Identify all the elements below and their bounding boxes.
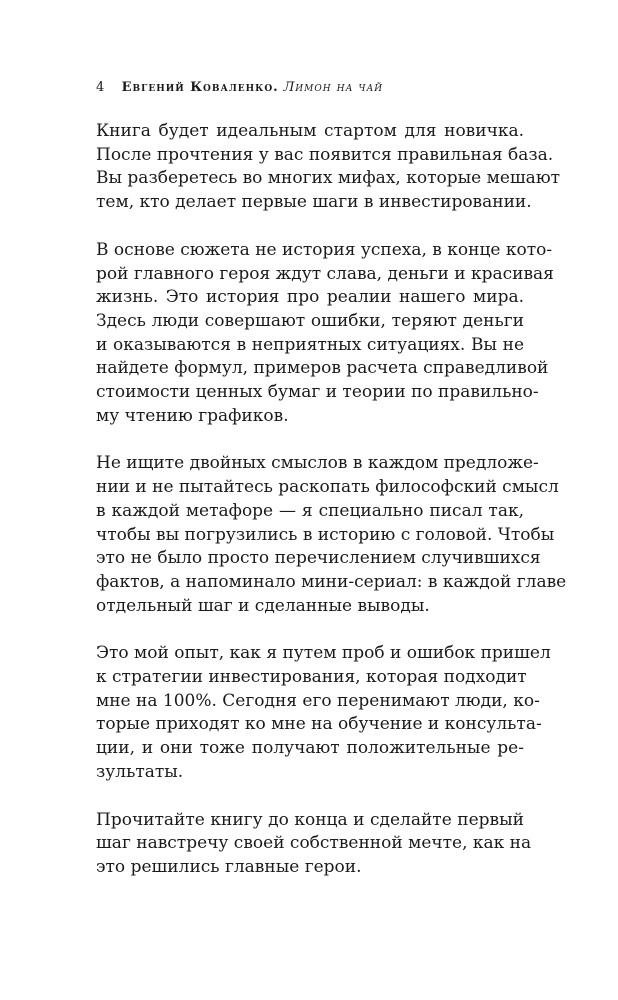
paragraph bbox=[96, 809, 532, 880]
text-line: отдельный шаг и сделанные выводы. bbox=[96, 595, 430, 616]
text-line: в каждой метафоре — я специально писал так, bbox=[96, 500, 524, 521]
header-book-title: Лимон на чай bbox=[283, 80, 384, 95]
text-line: и оказываются в неприятных ситуациях. Вы не bbox=[96, 334, 524, 355]
text-line: ции, и они тоже получают положительные ре- bbox=[96, 738, 524, 759]
text-line: В основе сюжета не история успеха, в конце кото- bbox=[96, 239, 553, 260]
text-line: фактов, а напоминало мини-сериал: в каждой главе bbox=[96, 571, 567, 592]
page-body bbox=[96, 120, 567, 904]
page-number: 4 bbox=[96, 80, 105, 95]
text-line: торые приходят ко мне на обучение и консульта- bbox=[96, 714, 542, 735]
paragraph bbox=[96, 239, 554, 429]
text-line: к стратегии инвестирования, которая подходит bbox=[96, 667, 527, 688]
text-line: чтобы вы погрузились в историю с головой. Чтобы bbox=[96, 524, 555, 545]
text-line: После прочтения у вас появится правильная база. bbox=[96, 144, 554, 165]
text-line: Не ищите двойных смыслов в каждом предложе- bbox=[96, 453, 539, 474]
text-line: жизнь. Это история про реалии нашего мира. bbox=[96, 287, 524, 308]
header-author: Евгений Коваленко. bbox=[121, 80, 279, 95]
text-line: Вы разберетесь во многих мифах, которые мешают bbox=[96, 168, 561, 189]
text-line: Книга будет идеальным стартом для новичка. bbox=[96, 121, 524, 141]
text-line: это решились главные герои. bbox=[96, 856, 362, 877]
running-header bbox=[96, 80, 383, 95]
paragraph bbox=[96, 452, 567, 618]
text-line: Прочитайте книгу до конца и сделайте первый bbox=[96, 809, 524, 830]
text-line: нии и не пытайтесь раскопать философский смысл bbox=[96, 477, 559, 498]
text-line: Здесь люди совершают ошибки, теряют деньги bbox=[96, 310, 524, 331]
text-line: это не было просто перечислением случившихся bbox=[96, 548, 541, 569]
paragraph bbox=[96, 120, 561, 215]
text-line: му чтению графиков. bbox=[96, 405, 289, 426]
text-line: рой главного героя ждут слава, деньги и красивая bbox=[96, 263, 554, 284]
text-line: зультаты. bbox=[96, 761, 184, 782]
text-line: Это мой опыт, как я путем проб и ошибок пришел bbox=[96, 643, 551, 664]
text-line: мне на 100%. Сегодня его перенимают люди, ко- bbox=[96, 690, 540, 711]
text-line: тем, кто делает первые шаги в инвестировании. bbox=[96, 192, 532, 213]
text-line: найдете формул, примеров расчета справедливой bbox=[96, 358, 549, 379]
text-line: стоимости ценных бумаг и теории по правильно- bbox=[96, 382, 539, 403]
text-line: шаг навстречу своей собственной мечте, как на bbox=[96, 833, 532, 854]
paragraph bbox=[96, 642, 551, 784]
